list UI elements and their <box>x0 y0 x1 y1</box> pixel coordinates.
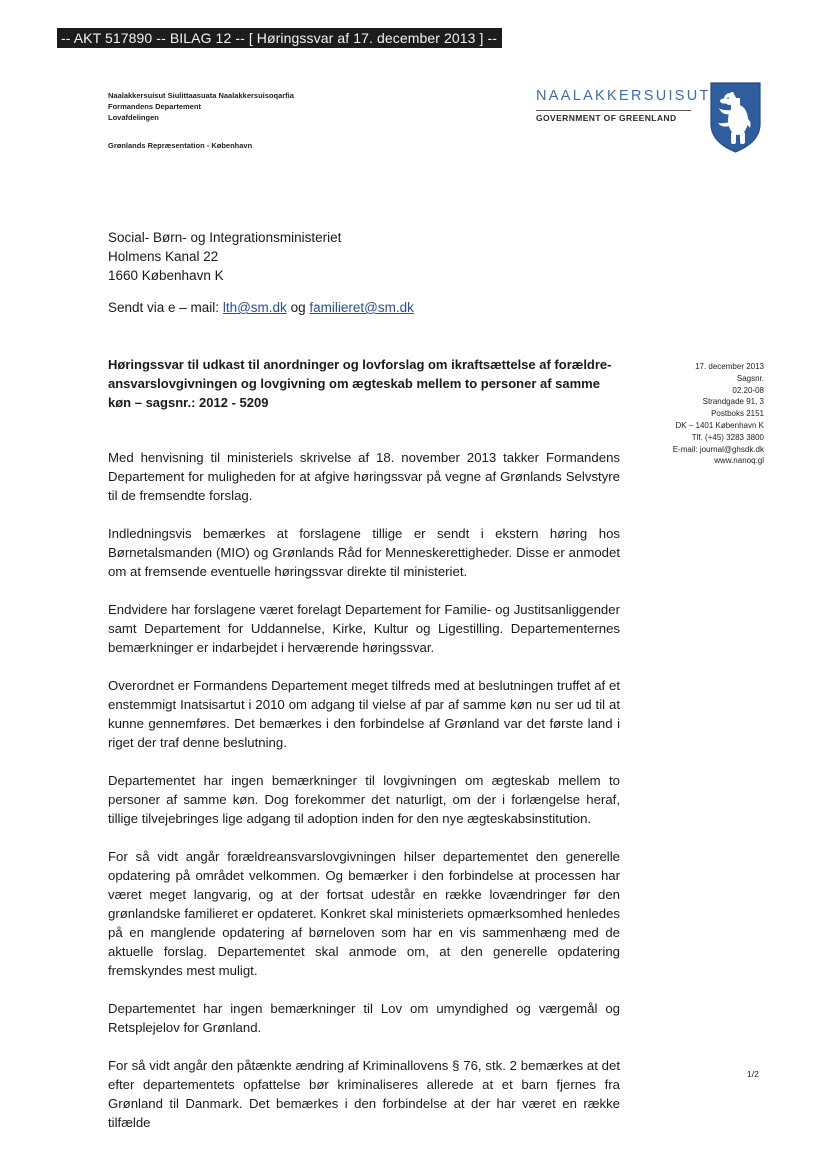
letter-body <box>108 448 620 1151</box>
page-number: 1/2 <box>747 1069 759 1079</box>
sender-block <box>108 90 294 123</box>
sidebar-date: 17. december 2013 <box>695 362 764 371</box>
sidebar-case-label: Sagsnr. <box>736 373 764 383</box>
recipient-line: 1660 København K <box>108 268 224 283</box>
recipient-line: Social- Børn- og Integrationsministeriet <box>108 230 342 245</box>
body-paragraph: For så vidt angår den påtænkte ændring af Kriminallovens § 76, stk. 2 bemærkes at det efter departementets opfattelse bør kriminaliseres allerede at et barn fjernes fra Grønland til Danmark. Det bemærkes i den forbindelse at der har været en række tilfælde <box>108 1058 620 1130</box>
sidebar-website: www.nanoq.gl <box>714 456 764 466</box>
brand-name: NAALAKKERSUISUT <box>536 88 711 104</box>
body-paragraph: For så vidt angår forældreansvarslovgivningen hilser departementet den generelle opdatering på området velkommen. Og bemærker i den forbindelse at processen har været meget langvarig, og at der fortsat udestår en række lovændringer før den grønlandske familieret er opdateret. Konkret skal ministeriets opmærksomhed henledes på en manglende opdatering af børneloven som har en vis sammenhæng med de aktuelle forslag. Departementet skal anmode om, at den generelle opdatering fremskyndes mest muligt. <box>108 849 620 978</box>
body-paragraph: Med henvisning til ministeriels skrivelse af 18. november 2013 takker Formandens Departement for muligheden for at afgive høringssvar på vegne af Grønlands Selvstyre til de fremsendte forslag. <box>108 450 620 503</box>
email-link-1[interactable]: lth@sm.dk <box>222 300 287 315</box>
letter-subject: Høringssvar til udkast til anordninger og lovforslag om ikraftsættelse af forældre-ansvarslovgivningen og lovgivning om ægteskab mellem to personer af samme køn – sagsnr.: 2012 - 5209 <box>108 357 612 410</box>
sidebar-street: Strandgade 91, 3 <box>702 397 764 407</box>
brand-divider <box>536 110 691 111</box>
sidebar-city: DK – 1401 København K <box>675 420 764 430</box>
sidebar-case-number: 02.20-08 <box>732 385 764 395</box>
brand-block <box>536 88 711 123</box>
recipient-line: Holmens Kanal 22 <box>108 249 219 264</box>
brand-subtitle: GOVERNMENT OF GREENLAND <box>536 113 677 123</box>
sender-contact-sidebar <box>634 361 764 467</box>
sidebar-phone: Tlf. (+45) 3283 3800 <box>691 432 764 442</box>
sent-via-line <box>108 300 414 315</box>
sent-via-label: Sendt via e – mail: <box>108 300 220 315</box>
sidebar-email: E-mail: journal@ghsdk.dk <box>672 444 764 454</box>
crest-icon <box>708 80 763 154</box>
sender-line: Lovafdelingen <box>108 113 159 122</box>
body-paragraph: Endvidere har forslagene været forelagt Departement for Familie- og Justitsanliggender samt Departement for Uddannelse, Kirke, Kultur og Ligestilling. Departementernes bemærkninger er indarbejdet i herværende høringssvar. <box>108 602 620 655</box>
body-paragraph: Departementet har ingen bemærkninger til lovgivningen om ægteskab mellem to personer af samme køn. Dog forekommer det naturligt, om der i forlængelse heraf, tillige tilvejebringes lige adgang til adoption inden for den nye ægteskabsinstitution. <box>108 773 620 826</box>
sender-representation: Grønlands Repræsentation - København <box>108 141 253 150</box>
sidebar-postbox: Postboks 2151 <box>711 409 764 419</box>
body-paragraph: Overordnet er Formandens Departement meget tilfreds med at beslutningen truffet af et enstemmigt Inatsisartut i 2010 om adgang til vielse af par af samme køn nu ser ud til at kunne gennemføres. Det bemærkes i den forbindelse af Grønland var det første land i riget der traf denne beslutning. <box>108 678 620 750</box>
document-stamp: -- AKT 517890 -- BILAG 12 -- [ Høringssvar af 17. december 2013 ] -- <box>57 28 502 48</box>
body-paragraph: Departementet har ingen bemærkninger til Lov om umyndighed og værgemål og Retsplejelov for Grønland. <box>108 1001 620 1035</box>
email-link-2[interactable]: familieret@sm.dk <box>309 300 414 315</box>
recipient-address <box>108 228 341 285</box>
sent-via-joiner: og <box>290 300 306 315</box>
body-paragraph: Indledningsvis bemærkes at forslagene tillige er sendt i ekstern høring hos Børnetalsmanden (MIO) og Grønlands Råd for Menneskerettigheder. Disse er anmodet om at fremsende eventuelle høringssvar direkte til ministeriet. <box>108 526 620 579</box>
sender-line: Formandens Departement <box>108 102 201 111</box>
sender-line: Naalakkersuisut Siulittaasuata Naalakkersuisoqarfia <box>108 91 294 100</box>
